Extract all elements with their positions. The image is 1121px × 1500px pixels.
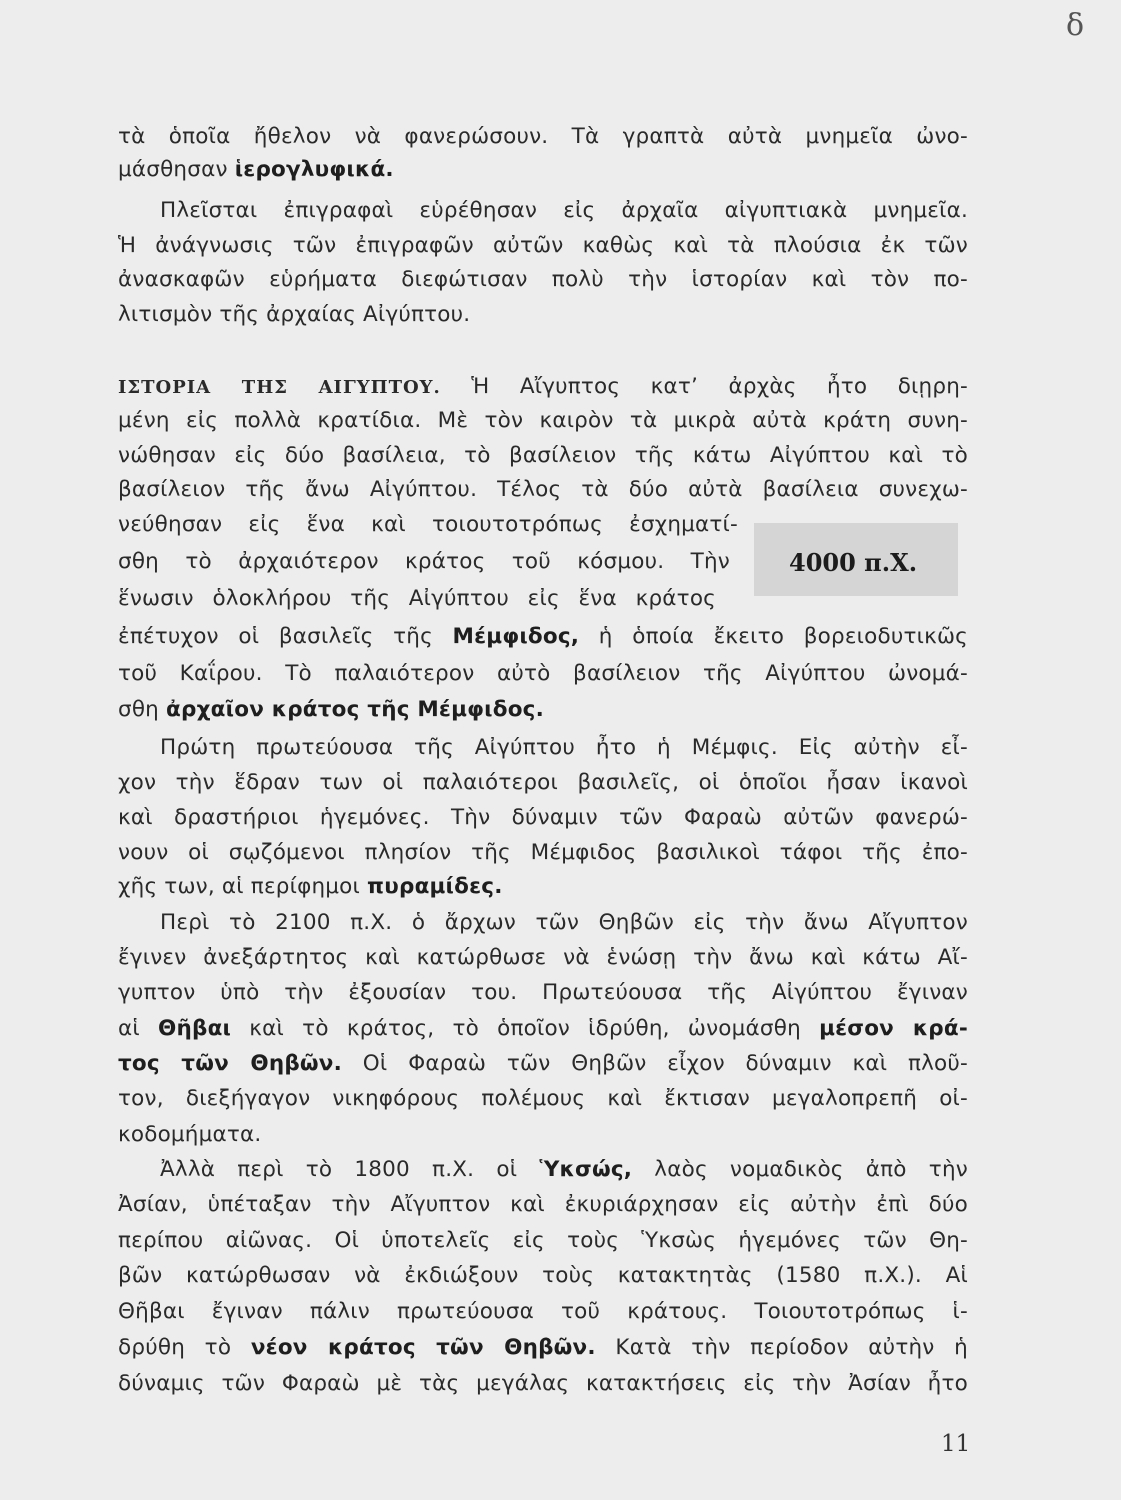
text-line [118,1014,968,1044]
text-line: τον, διεξήγαγον νικηφόρους πολέμους καὶ ἔκτισαν μεγαλοπρεπῆ οἰ- [118,1086,968,1111]
text-line [118,372,968,402]
text-line: γυπτον ὑπὸ τὴν ἐξουσίαν του. Πρωτεύουσα τῆς Αἰγύπτου ἔγιναν [118,980,968,1005]
bold-term: ἱερογλυφικά. [234,157,394,182]
text-line: βασίλειον τῆς ἄνω Αἰγύπτου. Τέλος τὰ δύο αὐτὰ βασίλεια συνεχω- [118,477,968,502]
text-line [118,155,968,185]
text-span: Ἡ Αἴγυπτος κατ’ ἀρχὰς ἦτο διῃρη- [440,374,968,399]
text-span: ἡ ὁποία ἔκειτο βορειοδυτικῶς [579,624,968,649]
text-line [118,622,968,652]
text-line: Ἡ ἀνάγνωσις τῶν ἐπιγραφῶν αὐτῶν καθὼς καὶ τὰ πλούσια ἐκ τῶν [118,233,968,258]
bold-term: Ὑκσώς, [539,1157,633,1182]
text-span: δρύθη τὸ [118,1335,251,1360]
text-line: Ἀσίαν, ὑπέταξαν τὴν Αἴγυπτον καὶ ἐκυριάρχησαν εἰς αὐτὴν ἐπὶ δύο [118,1192,968,1217]
text-line: ἀνασκαφῶν εὑρήματα διεφώτισαν πολὺ τὴν ἱστορίαν καὶ τὸν πο- [118,267,968,292]
text-line: ἕνωσιν ὁλοκλήρου τῆς Αἰγύπτου εἰς ἕνα κράτος [118,586,716,611]
text-line: μένη εἰς πολλὰ κρατίδια. Μὲ τὸν καιρὸν τὰ μικρὰ αὐτὰ κράτη συνη- [118,408,968,433]
text-line [160,1155,968,1185]
text-line: περίπου αἰῶνας. Οἱ ὑποτελεῖς εἰς τοὺς Ὑκσὼς ἡγεμόνες τῶν Θη- [118,1228,968,1253]
bold-term: πυραμίδες. [367,874,503,899]
bold-term: μέσον κρά- [819,1016,968,1041]
bold-term: Θῆβαι [158,1016,232,1041]
bold-term: ἀρχαῖον κράτος τῆς Μέμφιδος. [166,697,544,722]
page-number: 11 [941,1431,971,1457]
text-line: τοῦ Καΐρου. Τὸ παλαιότερον αὐτὸ βασίλειον τῆς Αἰγύπτου ὠνομά- [118,661,968,686]
text-line: καὶ δραστήριοι ἡγεμόνες. Τὴν δύναμιν τῶν Φαραὼ αὐτῶν φανερώ- [118,805,968,830]
text-span: σθη [118,697,167,722]
text-span: ἐπέτυχον οἱ βασιλεῖς τῆς [118,624,453,649]
text-line: δύναμις τῶν Φαραὼ μὲ τὰς μεγάλας κατακτήσεις εἰς τὴν Ἀσίαν ἦτο [118,1371,968,1396]
text-span: Κατὰ τὴν περίοδον αὐτὴν ἡ [595,1335,968,1360]
text-line: νώθησαν εἰς δύο βασίλεια, τὸ βασίλειον τῆς κάτω Αἰγύπτου καὶ τὸ [118,443,968,468]
text-span: Οἱ Φαραὼ τῶν Θηβῶν εἶχον δύναμιν καὶ πλοῦ- [342,1051,968,1076]
text-line: χον τὴν ἕδραν των οἱ παλαιότεροι βασιλεῖς, οἱ ὁποῖοι ἦσαν ἱκανοὶ [118,770,968,795]
text-line: λιτισμὸν τῆς ἀρχαίας Αἰγύπτου. [118,302,471,327]
corner-handwritten-mark: δ [1066,8,1085,43]
text-line: Περὶ τὸ 2100 π.Χ. ὁ ἄρχων τῶν Θηβῶν εἰς τὴν ἄνω Αἴγυπτον [160,910,968,935]
text-line: κοδομήματα. [118,1122,262,1147]
text-line [118,872,968,902]
text-line: σθη τὸ ἀρχαιότερον κράτος τοῦ κόσμου. Τὴν [118,549,730,574]
text-span: αἱ [118,1016,159,1041]
text-line: νουν οἱ σῳζόμενοι πλησίον τῆς Μέμφιδος βασιλικοὶ τάφοι τῆς ἐπο- [118,840,968,865]
text-line: νεύθησαν εἰς ἕνα καὶ τοιουτοτρόπως ἐσχηματί- [118,512,738,537]
text-span: χῆς των, αἱ περίφημοι [118,874,368,899]
section-heading: ΙΣΤΟΡΙΑ ΤΗΣ ΑΙΓΥΠΤΟΥ. [118,377,441,398]
text-line [118,695,968,725]
text-line: ἔγινεν ἀνεξάρτητος καὶ κατώρθωσε νὰ ἑνώσῃ τὴν ἄνω καὶ κάτω Αἴ- [118,945,968,970]
text-span: καὶ τὸ κράτος, τὸ ὁποῖον ἱδρύθη, ὠνομάσθη [231,1016,820,1041]
bold-term: τος τῶν Θηβῶν. [118,1051,343,1076]
margin-date-label: 4000 π.Χ. [789,548,918,577]
text-line: Πλεῖσται ἐπιγραφαὶ εὑρέθησαν εἰς ἀρχαῖα αἰγυπτιακὰ μνημεῖα. [160,198,968,223]
text-span: μάσθησαν [118,157,235,182]
text-span: λαὸς νομαδικὸς ἀπὸ τὴν [632,1157,968,1182]
text-line [118,1049,968,1079]
bold-term: νέον κράτος τῶν Θηβῶν. [250,1335,596,1360]
text-line: τὰ ὁποῖα ἤθελον νὰ φανερώσουν. Τὰ γραπτὰ αὐτὰ μνημεῖα ὠνο- [118,124,968,149]
text-line: Θῆβαι ἔγιναν πάλιν πρωτεύουσα τοῦ κράτους. Τοιουτοτρόπως ἱ- [118,1299,968,1324]
text-line: Πρώτη πρωτεύουσα τῆς Αἰγύπτου ἦτο ἡ Μέμφις. Εἰς αὐτὴν εἶ- [160,735,968,760]
text-line: βῶν κατώρθωσαν νὰ ἐκδιώξουν τοὺς κατακτητὰς (1580 π.Χ.). Αἱ [118,1263,968,1288]
bold-term: Μέμφιδος, [452,624,580,649]
text-span: Ἀλλὰ περὶ τὸ 1800 π.Χ. οἱ [160,1157,540,1182]
text-line [118,1333,968,1363]
